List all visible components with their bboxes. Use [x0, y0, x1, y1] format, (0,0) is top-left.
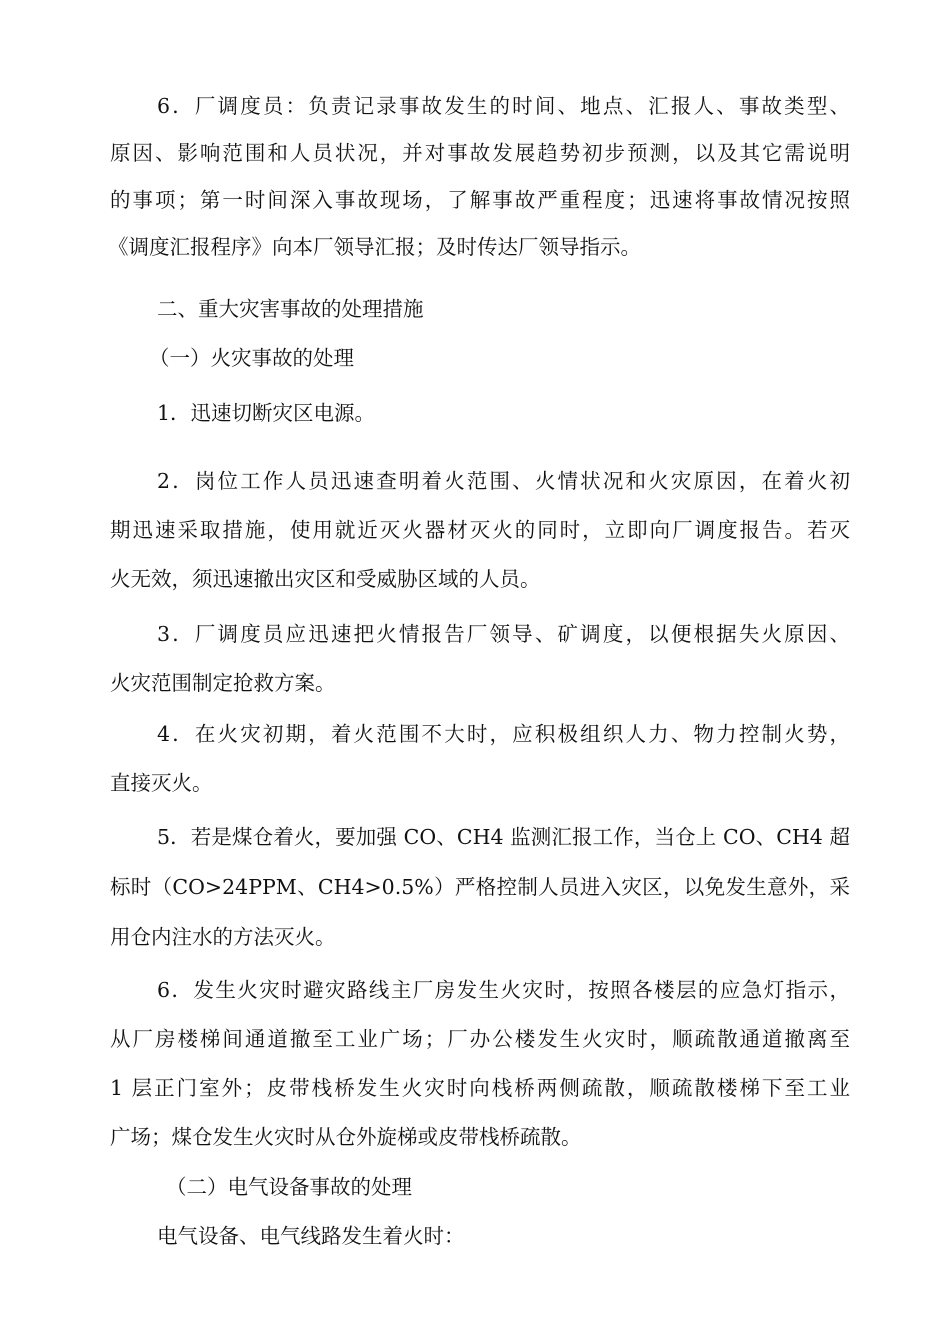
item-2-line-2: 期迅速采取措施，使用就近灭火器材灭火的同时，立即向厂调度报告。若灭 [110, 518, 850, 542]
para-6a-line-2: 原因、影响范围和人员状况，并对事故发展趋势初步预测，以及其它需说明 [110, 141, 850, 165]
item-5-line-3: 用仓内注水的方法灭火。 [110, 925, 336, 949]
para-6a-line-4: 《调度汇报程序》向本厂领导汇报；及时传达厂领导指示。 [108, 235, 641, 259]
item-4-line-2: 直接灭火。 [110, 771, 213, 795]
item-6-line-3: 1 层正门室外；皮带栈桥发生火灾时向栈桥两侧疏散，顺疏散楼梯下至工业 [110, 1076, 850, 1100]
item-6-line-2: 从厂房楼梯间通道撤至工业广场；厂办公楼发生火灾时，顺疏散通道撤离至 [110, 1027, 850, 1051]
subsection-2-heading: （二）电气设备事故的处理 [166, 1175, 412, 1199]
para-6a-line-3: 的事项；第一时间深入事故现场，了解事故严重程度；迅速将事故情况按照 [110, 188, 850, 212]
item-2-line-3: 火无效，须迅速撤出灾区和受威胁区域的人员。 [110, 567, 541, 591]
item-1: 1．迅速切断灾区电源。 [157, 401, 376, 425]
item-5-line-1: 5．若是煤仓着火，要加强 CO、CH4 监测汇报工作，当仓上 CO、CH4 超 [157, 825, 850, 849]
item-4-line-1: 4．在火灾初期，着火范围不大时，应积极组织人力、物力控制火势， [157, 722, 850, 746]
subsection-1-heading: （一）火灾事故的处理 [149, 346, 354, 370]
item-3-line-2: 火灾范围制定抢救方案。 [110, 671, 336, 695]
para-6a-line-1: 6．厂调度员：负责记录事故发生的时间、地点、汇报人、事故类型、 [157, 94, 850, 118]
item-2-line-1: 2．岗位工作人员迅速查明着火范围、火情状况和火灾原因，在着火初 [157, 469, 850, 493]
item-6-line-1: 6．发生火灾时避灾路线主厂房发生火灾时，按照各楼层的应急灯指示， [157, 978, 850, 1002]
item-6-line-4: 广场；煤仓发生火灾时从仓外旋梯或皮带栈桥疏散。 [110, 1125, 582, 1149]
section-2-heading: 二、重大灾害事故的处理措施 [157, 297, 424, 321]
electrical-intro: 电气设备、电气线路发生着火时： [157, 1224, 465, 1248]
item-5-line-2: 标时（CO>24PPM、CH4>0.5%）严格控制人员进入灾区，以免发生意外，采 [110, 875, 850, 899]
item-3-line-1: 3．厂调度员应迅速把火情报告厂领导、矿调度，以便根据失火原因、 [157, 622, 850, 646]
